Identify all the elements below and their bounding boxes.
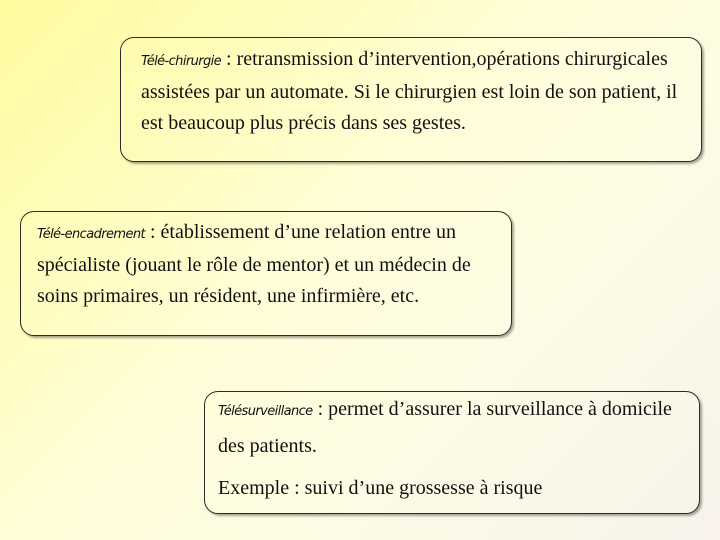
tele-chirurgie-definition: : retransmission d’intervention,opérations chirurgicales assistées par un automate. Si le chirurgien est loin de son patient, il est beaucoup plus précis dans ses gestes. — [141, 48, 678, 134]
tele-chirurgie-paragraph — [141, 44, 689, 139]
telesurveillance-example: Exemple : suivi d’une grossesse à risque — [218, 477, 543, 499]
tele-chirurgie-term: Télé-chirurgie — [141, 54, 222, 69]
telesurveillance-paragraph — [218, 392, 687, 463]
telesurveillance-term: Télésurveillance — [218, 404, 313, 419]
tele-encadrement-term: Télé-encadrement — [37, 227, 145, 242]
tele-chirurgie-box — [120, 37, 702, 162]
tele-encadrement-box — [20, 211, 512, 336]
telesurveillance-definition: : permet d’assurer la surveillance à domicile des patients. — [218, 398, 672, 457]
tele-encadrement-paragraph — [37, 217, 499, 312]
tele-encadrement-definition: : établissement d’une relation entre un spécialiste (jouant le rôle de mentor) et un médecin de soins primaires, un résident, une infirmière, etc. — [37, 221, 471, 307]
telesurveillance-box — [204, 391, 700, 514]
